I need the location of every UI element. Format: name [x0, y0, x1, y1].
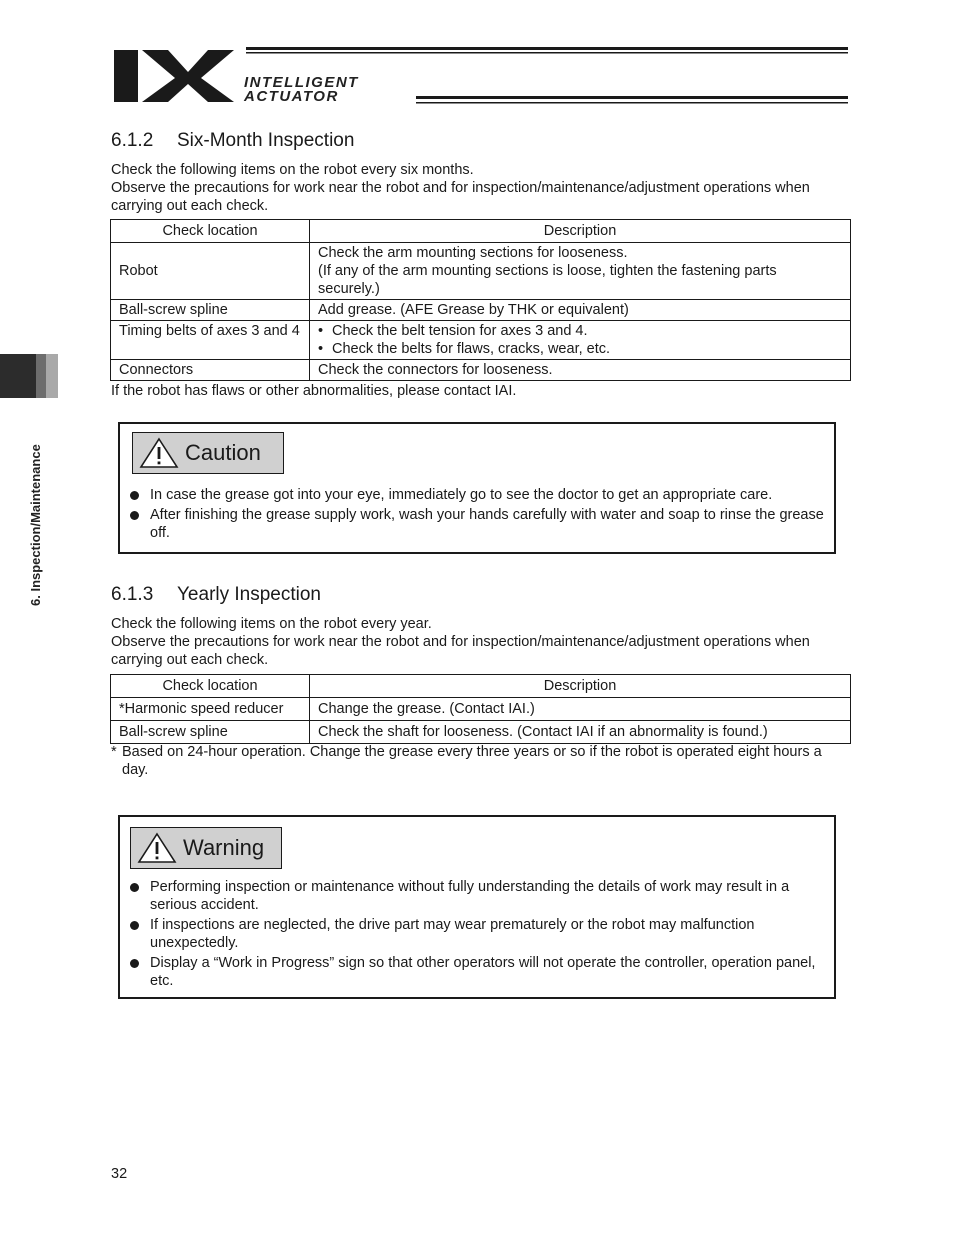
six-month-table [110, 219, 851, 381]
chapter-tab [0, 354, 36, 398]
table-row [111, 721, 851, 744]
bullet-icon [130, 883, 139, 892]
precaution-text: Observe the precautions for work near the robot and for inspection/maintenance/adjustment operations when carrying out each check. [111, 634, 810, 668]
warning-triangle-icon [139, 437, 179, 469]
caution-list [130, 486, 824, 544]
check-location-cell: Connectors [111, 360, 310, 381]
column-header: Check location [111, 675, 310, 698]
chapter-tab-stripe [46, 354, 58, 398]
description-line: (If any of the arm mounting sections is loose, tighten the fastening parts securely.) [318, 263, 777, 297]
table-row [111, 321, 851, 360]
table-row [111, 300, 851, 321]
description-cell [310, 243, 851, 300]
caution-text: In case the grease got into your eye, immediately go to see the doctor to get an appropriate care. [150, 487, 773, 503]
ix-logo-mark [112, 46, 852, 108]
description-cell: Check the connectors for looseness. [310, 360, 851, 381]
check-location-cell: *Harmonic speed reducer [111, 698, 310, 721]
section-title: Yearly Inspection [177, 584, 322, 605]
description-cell: Check the shaft for looseness. (Contact IAI if an abnormality is found.) [310, 721, 851, 744]
table-header-row [111, 220, 851, 243]
logo-text-actuator: ACTUATOR [244, 88, 339, 105]
table-header-row [111, 675, 851, 698]
section-title: Six-Month Inspection [177, 130, 355, 151]
bullet-icon [130, 921, 139, 930]
footnote-mark: * [111, 744, 117, 760]
warning-text: Display a “Work in Progress” sign so that other operators will not operate the controller, operation panel, etc. [150, 955, 816, 989]
warning-triangle-icon [137, 832, 177, 864]
page-number: 32 [111, 1166, 128, 1182]
description-cell: Add grease. (AFE Grease by THK or equivalent) [310, 300, 851, 321]
description-bullet: • Check the belt tension for axes 3 and 4. [318, 322, 842, 340]
bullet-icon [130, 491, 139, 500]
warning-list [130, 878, 824, 992]
warning-header [130, 827, 282, 869]
list-item [130, 506, 824, 542]
caution-text: After finishing the grease supply work, wash your hands carefully with water and soap to rinse the grease off. [150, 507, 824, 541]
list-item [130, 954, 824, 990]
warning-title: Warning [183, 835, 265, 860]
description-bullet: • Check the belts for flaws, cracks, wear, etc. [318, 340, 842, 358]
intro-text: Check the following items on the robot every year. [111, 616, 432, 632]
chapter-side-label: 6. Inspection/Maintenance [28, 444, 43, 606]
list-item [130, 916, 824, 952]
yearly-footnote [111, 743, 831, 779]
warning-text: If inspections are neglected, the drive part may wear prematurely or the robot may malfunction unexpectedly. [150, 917, 755, 951]
section-heading-612 [111, 130, 354, 152]
yearly-table [110, 674, 851, 744]
column-header: Description [310, 675, 851, 698]
description-line: Check the arm mounting sections for looseness. [318, 245, 628, 261]
check-location-cell: Ball-screw spline [111, 300, 310, 321]
section-number: 6.1.2 [111, 130, 154, 151]
logo-text-intelligent: INTELLIGENT [244, 74, 359, 91]
table-row [111, 243, 851, 300]
list-item [130, 486, 824, 504]
column-header: Check location [111, 220, 310, 243]
bullet-icon [130, 959, 139, 968]
footnote-text: Based on 24-hour operation. Change the grease every three years or so if the robot is operated eight hours a day. [122, 744, 822, 778]
table-row [111, 698, 851, 721]
list-item [130, 878, 824, 914]
caution-header [132, 432, 284, 474]
check-location-cell: Timing belts of axes 3 and 4 [111, 321, 310, 360]
warning-box [118, 815, 836, 999]
caution-box [118, 422, 836, 554]
column-header: Description [310, 220, 851, 243]
description-cell [310, 321, 851, 360]
warning-text: Performing inspection or maintenance without fully understanding the details of work may result in a serious accident. [150, 879, 790, 913]
check-location-cell: Ball-screw spline [111, 721, 310, 744]
header-logo [112, 46, 852, 108]
check-location-cell: Robot [111, 243, 310, 300]
section-number: 6.1.3 [111, 584, 154, 605]
caution-title: Caution [185, 440, 261, 465]
table-footnote: If the robot has flaws or other abnormalities, please contact IAI. [111, 383, 517, 399]
precaution-text: Observe the precautions for work near the robot and for inspection/maintenance/adjustment operations when carrying out each check. [111, 180, 810, 214]
description-cell: Change the grease. (Contact IAI.) [310, 698, 851, 721]
intro-text: Check the following items on the robot every six months. [111, 162, 474, 178]
table-row [111, 360, 851, 381]
chapter-tab-stripe [36, 354, 46, 398]
section-heading-613 [111, 584, 321, 606]
bullet-icon [130, 511, 139, 520]
